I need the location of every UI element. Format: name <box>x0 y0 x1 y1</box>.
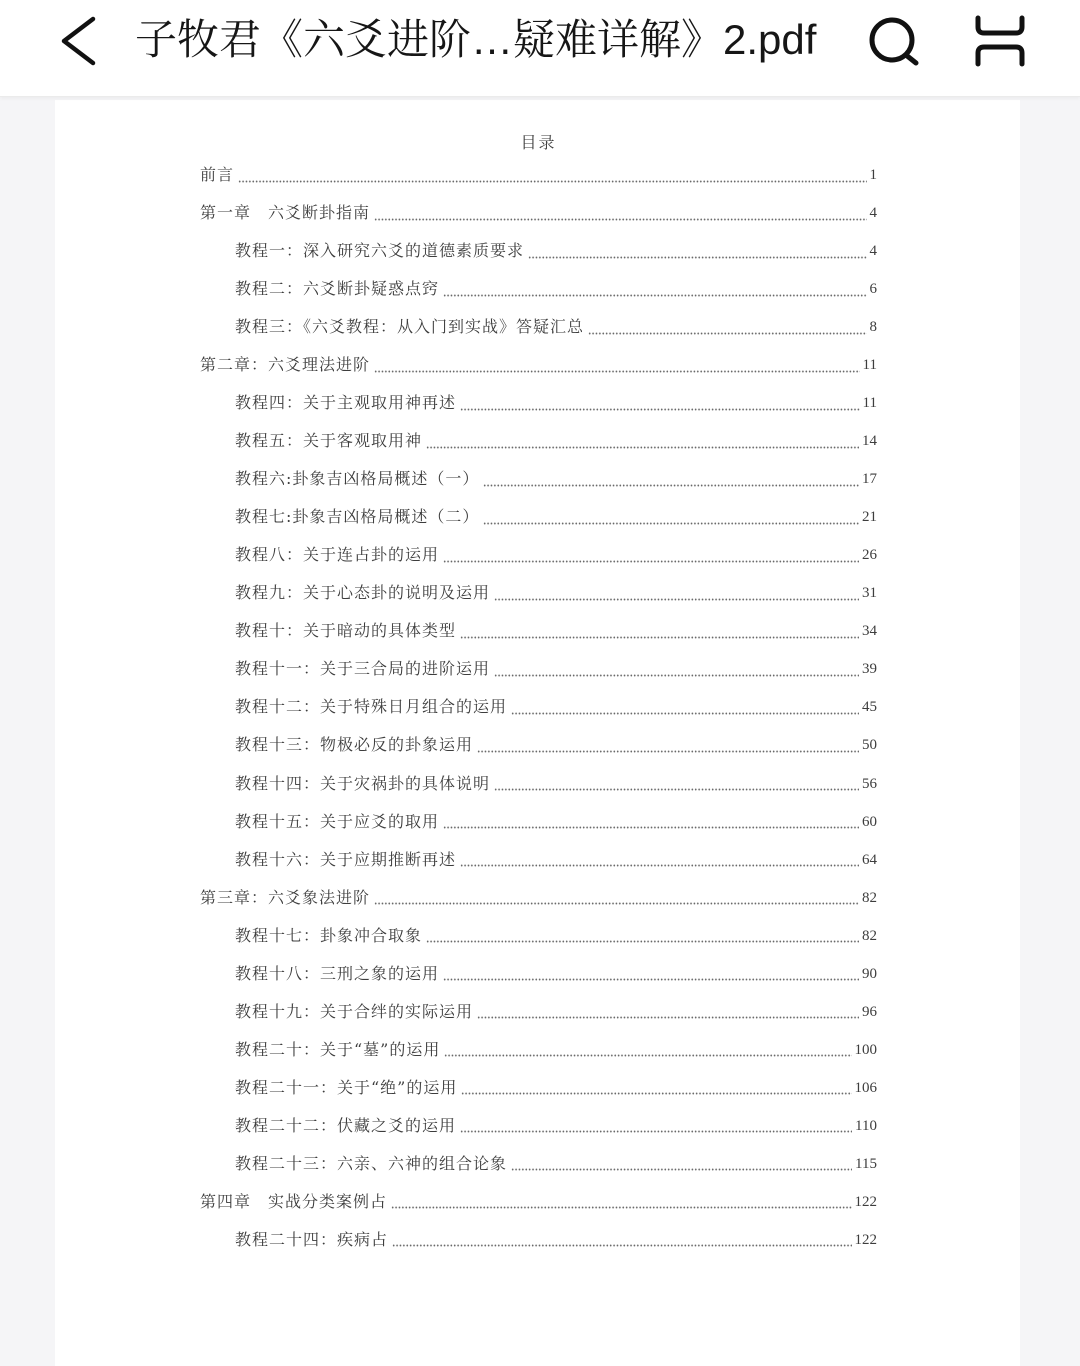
dot-leader <box>477 726 859 764</box>
toc-entry-label: 教程七:卦象吉凶格局概述（二） <box>235 507 480 527</box>
toc-entry-page: 34 <box>862 623 877 640</box>
toc-entry-label: 教程二十二：伏藏之爻的运用 <box>235 1115 457 1135</box>
toc-entry-page: 4 <box>869 205 877 222</box>
toc-lesson-entry <box>200 422 877 460</box>
dot-leader <box>443 536 859 574</box>
toc-lesson-entry <box>200 650 877 688</box>
dot-leader <box>460 384 860 422</box>
toc-entry-page: 96 <box>862 1003 877 1020</box>
toc-entry-page: 106 <box>854 1079 877 1096</box>
dot-leader <box>426 422 859 460</box>
document-viewer[interactable] <box>0 97 1080 1366</box>
toc-entry-label: 前言 <box>200 165 235 184</box>
toc-entry-label: 教程十四：关于灾祸卦的具体说明 <box>235 773 491 793</box>
toc-lesson-entry <box>200 1145 877 1183</box>
toc-entry-label: 教程十三：物极必反的卦象运用 <box>235 735 474 755</box>
toc-entry-page: 56 <box>862 775 877 792</box>
toc-entry-page: 82 <box>862 927 877 944</box>
toc-entry-label: 教程五：关于客观取用神 <box>235 431 423 451</box>
toc-entry-label: 教程十六：关于应期推断再述 <box>235 849 457 869</box>
dot-leader <box>528 232 866 270</box>
toc-entry-page: 100 <box>854 1041 877 1058</box>
toc-entry-page: 6 <box>869 281 877 298</box>
dot-leader <box>494 765 859 803</box>
toc-entry-label: 教程二：六爻断卦疑惑点窍 <box>235 279 440 299</box>
dot-leader <box>443 270 866 308</box>
toc-lesson-entry <box>200 803 877 841</box>
dot-leader <box>443 955 859 993</box>
dot-leader <box>374 346 860 384</box>
toc-entry-page: 14 <box>862 433 877 450</box>
toc-lesson-entry <box>200 308 877 346</box>
toc-entry-label: 教程八：关于连占卦的运用 <box>235 545 440 565</box>
toc-entry-label: 教程二十三：六亲、六神的组合论象 <box>235 1153 508 1173</box>
toc-lesson-entry <box>200 384 877 422</box>
dot-leader <box>483 498 859 536</box>
toc-lesson-entry <box>200 574 877 612</box>
dot-leader <box>483 460 859 498</box>
toc-lesson-entry <box>200 688 877 726</box>
toc-entry-label: 第三章：六爻象法进阶 <box>200 887 371 907</box>
toc-entry-label: 教程十七：卦象冲合取象 <box>235 925 423 945</box>
toc-entry-label: 教程六:卦象吉凶格局概述（一） <box>235 469 480 489</box>
toc-entry-page: 122 <box>854 1231 877 1248</box>
toc-entry-page: 11 <box>862 395 877 412</box>
toc-entry-label: 教程十八：三刑之象的运用 <box>235 963 440 983</box>
toc-lesson-entry <box>200 1069 877 1107</box>
toc-entry-label: 教程二十：关于“墓”的运用 <box>235 1039 441 1059</box>
toc-entry-label: 教程三：《六爻教程：从入门到实战》答疑汇总 <box>235 317 585 337</box>
dot-leader <box>443 803 859 841</box>
table-of-contents <box>200 156 877 1259</box>
top-bar <box>0 0 1080 97</box>
search-icon <box>864 12 924 72</box>
toc-entry-page: 110 <box>855 1117 877 1134</box>
toc-entry-label: 教程十：关于暗动的具体类型 <box>235 621 457 641</box>
dot-leader <box>494 574 859 612</box>
toc-heading: 目录 <box>520 133 557 152</box>
toc-chapter-entry <box>200 346 877 384</box>
toc-lesson-entry <box>200 993 877 1031</box>
toc-entry-label: 教程四：关于主观取用神再述 <box>235 393 457 413</box>
dot-leader <box>374 879 859 917</box>
toc-entry-label: 教程九：关于心态卦的说明及运用 <box>235 583 491 603</box>
dot-leader <box>391 1183 851 1221</box>
toc-lesson-entry <box>200 536 877 574</box>
dot-leader <box>494 650 859 688</box>
toc-lesson-entry <box>200 1221 877 1259</box>
dot-leader <box>460 841 859 879</box>
dot-leader <box>461 1069 851 1107</box>
toc-entry-page: 45 <box>862 699 877 716</box>
toc-entry-page: 31 <box>862 585 877 602</box>
toc-lesson-entry <box>200 726 877 764</box>
toc-entry-label: 第一章 六爻断卦指南 <box>200 203 371 223</box>
toc-entry-page: 1 <box>869 167 877 183</box>
dot-leader <box>392 1221 851 1259</box>
toc-chapter-entry <box>200 194 877 232</box>
toc-entry-page: 8 <box>869 319 877 336</box>
toc-entry-page: 21 <box>862 509 877 526</box>
toc-lesson-entry <box>200 1107 877 1145</box>
pdf-page <box>55 100 1020 1366</box>
search-button[interactable] <box>864 12 924 72</box>
toc-lesson-entry <box>200 841 877 879</box>
toc-entry-label: 第二章：六爻理法进阶 <box>200 355 371 375</box>
toc-lesson-entry <box>200 1031 877 1069</box>
dot-leader <box>477 993 859 1031</box>
toc-chapter-entry <box>200 156 877 194</box>
toc-entry-page: 26 <box>862 547 877 564</box>
back-button[interactable] <box>52 14 106 70</box>
toc-entry-page: 4 <box>869 243 877 260</box>
dot-leader <box>444 1031 851 1069</box>
toc-lesson-entry <box>200 498 877 536</box>
toc-entry-page: 122 <box>854 1193 877 1210</box>
toc-entry-label: 教程十一：关于三合局的进阶运用 <box>235 659 491 679</box>
toc-entry-page: 60 <box>862 813 877 830</box>
dot-leader <box>511 1145 852 1183</box>
toc-lesson-entry <box>200 955 877 993</box>
toc-entry-page: 50 <box>862 737 877 754</box>
dot-leader <box>588 308 866 346</box>
toc-chapter-entry <box>200 1183 877 1221</box>
dot-leader <box>238 156 866 194</box>
toc-lesson-entry <box>200 460 877 498</box>
dot-leader <box>374 194 866 232</box>
toc-chapter-entry <box>200 879 877 917</box>
toc-entry-page: 39 <box>862 661 877 678</box>
toc-entry-page: 64 <box>862 851 877 868</box>
toc-lesson-entry <box>200 232 877 270</box>
chevron-left-icon <box>52 14 106 70</box>
toc-entry-label: 教程一：深入研究六爻的道德素质要求 <box>235 241 525 261</box>
document-title: 子牧君《六爻进阶…疑难详解》2.pdf <box>135 16 817 63</box>
toc-entry-page: 17 <box>862 471 877 488</box>
toc-lesson-entry <box>200 270 877 308</box>
toc-entry-label: 教程二十四：疾病占 <box>235 1229 389 1249</box>
toc-entry-page: 11 <box>862 357 877 374</box>
toc-entry-page: 90 <box>862 965 877 982</box>
toc-entry-label: 教程二十一：关于“绝”的运用 <box>235 1077 458 1097</box>
toc-entry-page: 115 <box>855 1155 877 1172</box>
dot-leader <box>511 688 859 726</box>
view-mode-icon <box>970 12 1030 72</box>
view-mode-button[interactable] <box>970 12 1030 72</box>
toc-entry-page: 82 <box>862 889 877 906</box>
toc-entry-label: 教程十五：关于应爻的取用 <box>235 811 440 831</box>
toc-entry-label: 教程十九：关于合绊的实际运用 <box>235 1001 474 1021</box>
toc-lesson-entry <box>200 917 877 955</box>
toc-entry-label: 第四章 实战分类案例占 <box>200 1191 388 1211</box>
toc-lesson-entry <box>200 612 877 650</box>
dot-leader <box>426 917 859 955</box>
dot-leader <box>460 612 859 650</box>
toc-lesson-entry <box>200 765 877 803</box>
toc-entry-label: 教程十二：关于特殊日月组合的运用 <box>235 697 508 717</box>
dot-leader <box>460 1107 852 1145</box>
